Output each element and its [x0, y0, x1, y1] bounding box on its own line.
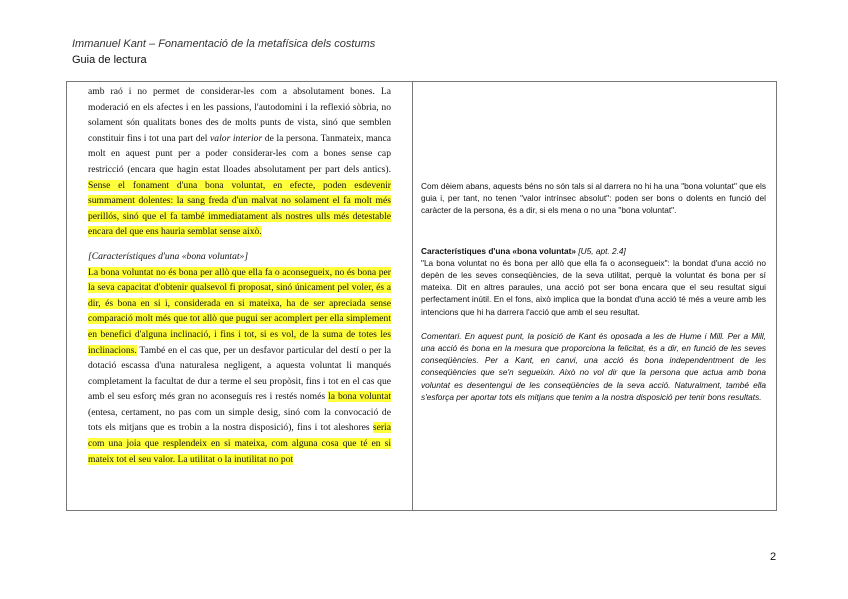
commentary-column	[421, 180, 766, 403]
highlighted-text: La bona voluntat no és bona per allò que ella fa o aconsegueix, no és bona per la seva capacitat d'obtenir qualsevol fi proposat, sinó únicament pel voler, és a dir, és bona en si i, considerada en si mateixa, ha de ser apreciada sense comparació molt més que tot allò que pugui ser acomplert per ella simplement en benefici d'alguna inclinació, i fins i tot, si es vol, de la suma de totes les inclinacions.	[88, 266, 391, 356]
commentary-note-1: Com dèiem abans, aquests béns no són tals si al darrera no hi ha una "bona voluntat" que els guia i, per tant, no tenen "valor intrínsec absolut": poden ser bons o dolents en funció del caràcter de la persona, és a dir, si els mena o no una "bona voluntat".	[421, 181, 766, 216]
text-run: de la persona. Tanmateix, manca molt en aquest punt per a poder considerar-les com a bones sense cap restricció (encara que hagin estat lloades absolutament per part dels antics).	[88, 132, 391, 175]
section-heading: [Característiques d'una «bona voluntat»]	[88, 250, 249, 262]
document-title: Immanuel Kant – Fonamentació de la metafísica dels costums	[72, 38, 376, 50]
column-divider	[412, 81, 413, 511]
text-run: amb raó i no permet de considerar-les com a absolutament bones. La moderació en els afectes i en les passions, l'autodomini i la reflexió sòbria, no solament són qualitats bones des de molts punts de vista, sinó que semblen constituir fins i tot una part del	[88, 86, 391, 144]
commentary-note-2: "La bona voluntat no és bona per allò que ella fa o aconsegueix": la bondat d'una acció no depèn de les seves conseqüències, de la seva utilitat, perquè la voluntat és bona per sí mateixa. Dit en altres paraules, una acció pot ser bona encara que el seu resultat sigui perfectament inútil. En el fons, això implica que la bondat d'una acció té més a veure amb les intencions que hi ha darrera l'acció que amb el seu resultat.	[421, 257, 766, 317]
kant-text-column	[88, 84, 391, 467]
commentary-heading	[421, 245, 766, 257]
highlighted-text: la bona voluntat	[328, 391, 391, 403]
commentary-comment: Comentari. En aquest punt, la posició de Kant és oposada a les de Hume i Mill. Per a Mill, una acció és bona en la mesura que proporciona la felicitat, és a dir, en funció de les seves conseqüències. Per a Kant, en canvi, una acció és bona independentment de les conseqüències que se'n segueixin. Això no vol dir que la persona que actua amb bona voluntat es desentengui de les conseqüències de la seva acció. Naturalment, també ella s'esforça per aportar tots els mitjans que tenim a la nostra disposició per tenir bons resultats.	[421, 330, 766, 402]
text-run: (entesa, certament, no pas com un simple desig, sinó com la convocació de tots els mitjans que es trobin a la nostra disposició), fins i tot aleshores	[88, 406, 391, 434]
document-subtitle: Guia de lectura	[72, 54, 147, 66]
kant-paragraph-1	[88, 84, 391, 240]
highlighted-text: Sense el fonament d'una bona voluntat, en efecte, poden esdevenir summament dolentes: la sang freda d'un malvat no solament el fa molt més perillós, sinó que el fa també immediatament als nostres ulls més detestable encara del que ens hauria semblat sense això.	[88, 179, 391, 238]
italic-term: valor interior	[210, 132, 263, 144]
kant-paragraph-2	[88, 265, 391, 468]
heading-reference: [U5, apt. 2.4]	[576, 245, 626, 256]
text-run: També en el cas que, per un desfavor particular del destí o per la dotació escassa d'una naturalesa negligent, a aquesta voluntat li manqués completament la facultat de dur a terme el seu propòsit, fins i tot en el cas que amb el seu esforç més gran no aconseguís res i restés només	[88, 344, 391, 403]
page-number: 2	[770, 551, 777, 563]
heading-text: Característiques d'una «bona voluntat»	[421, 245, 577, 256]
highlighted-text: seria com una joia que resplendeix en si mateixa, com alguna cosa que té en si mateix tot el seu valor. La utilitat o la inutilitat no pot	[88, 422, 391, 465]
